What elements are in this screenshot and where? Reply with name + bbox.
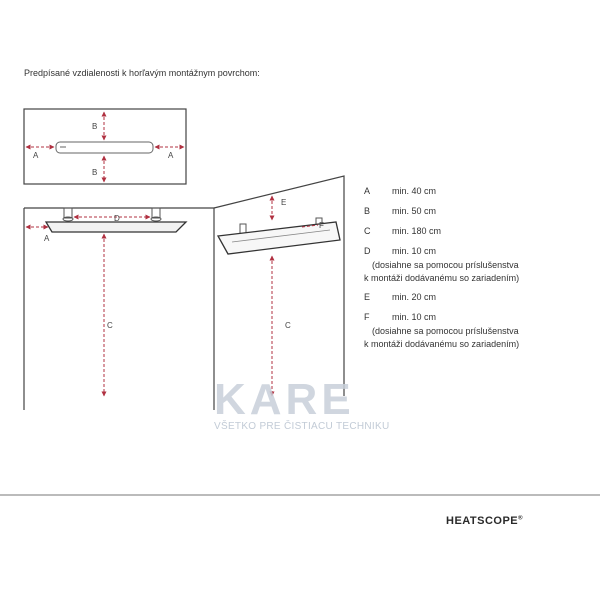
legend-note: (dosiahne sa pomocou príslušenstva: [372, 260, 519, 270]
watermark-logo-text: KARE: [214, 375, 355, 424]
top-view-heater: [56, 142, 153, 153]
legend-note: (dosiahne sa pomocou príslušenstva: [372, 326, 519, 336]
brand-name: HEATSCOPE: [446, 515, 519, 527]
legend-value: min. 10 cm: [392, 312, 437, 322]
legend-note: k montáži dodávanému so zariadením): [364, 339, 520, 349]
legend-key: A: [364, 186, 371, 196]
legend-key: F: [364, 312, 370, 322]
left-wall: [24, 208, 214, 410]
legend-value: min. 20 cm: [392, 292, 437, 302]
label-c-left: C: [107, 321, 113, 330]
legend-value: min. 180 cm: [392, 226, 442, 236]
label-b-bottom: B: [92, 168, 98, 177]
watermark-logo: [214, 375, 355, 424]
legend-value: min. 10 cm: [392, 246, 437, 256]
legend-key: D: [364, 246, 371, 256]
legend-key: C: [364, 226, 371, 236]
right-wall: [214, 176, 344, 396]
legend-key: E: [364, 292, 371, 302]
label-a-room: A: [44, 234, 50, 243]
legend-value: min. 50 cm: [392, 206, 437, 216]
registered-mark: ®: [518, 515, 524, 522]
top-view: [24, 109, 186, 184]
watermark-tagline: VŠETKO PRE ČISTIACU TECHNIKU: [214, 421, 390, 432]
ceiling-heater-body: [46, 222, 186, 232]
diagram-title: Predpísané vzdialenosti k horľavým montážnym povrchom:: [24, 68, 260, 78]
label-a-right: A: [168, 151, 174, 160]
label-c-right: C: [285, 321, 291, 330]
label-a-left: A: [33, 151, 39, 160]
label-b-top: B: [92, 122, 98, 131]
legend-value: min. 40 cm: [392, 186, 437, 196]
brand-logo: [446, 515, 523, 527]
label-d: D: [114, 214, 120, 223]
label-f: F: [319, 221, 324, 230]
legend-key: B: [364, 206, 371, 216]
label-e: E: [281, 198, 287, 207]
legend-note: k montáži dodávanému so zariadením): [364, 273, 520, 283]
